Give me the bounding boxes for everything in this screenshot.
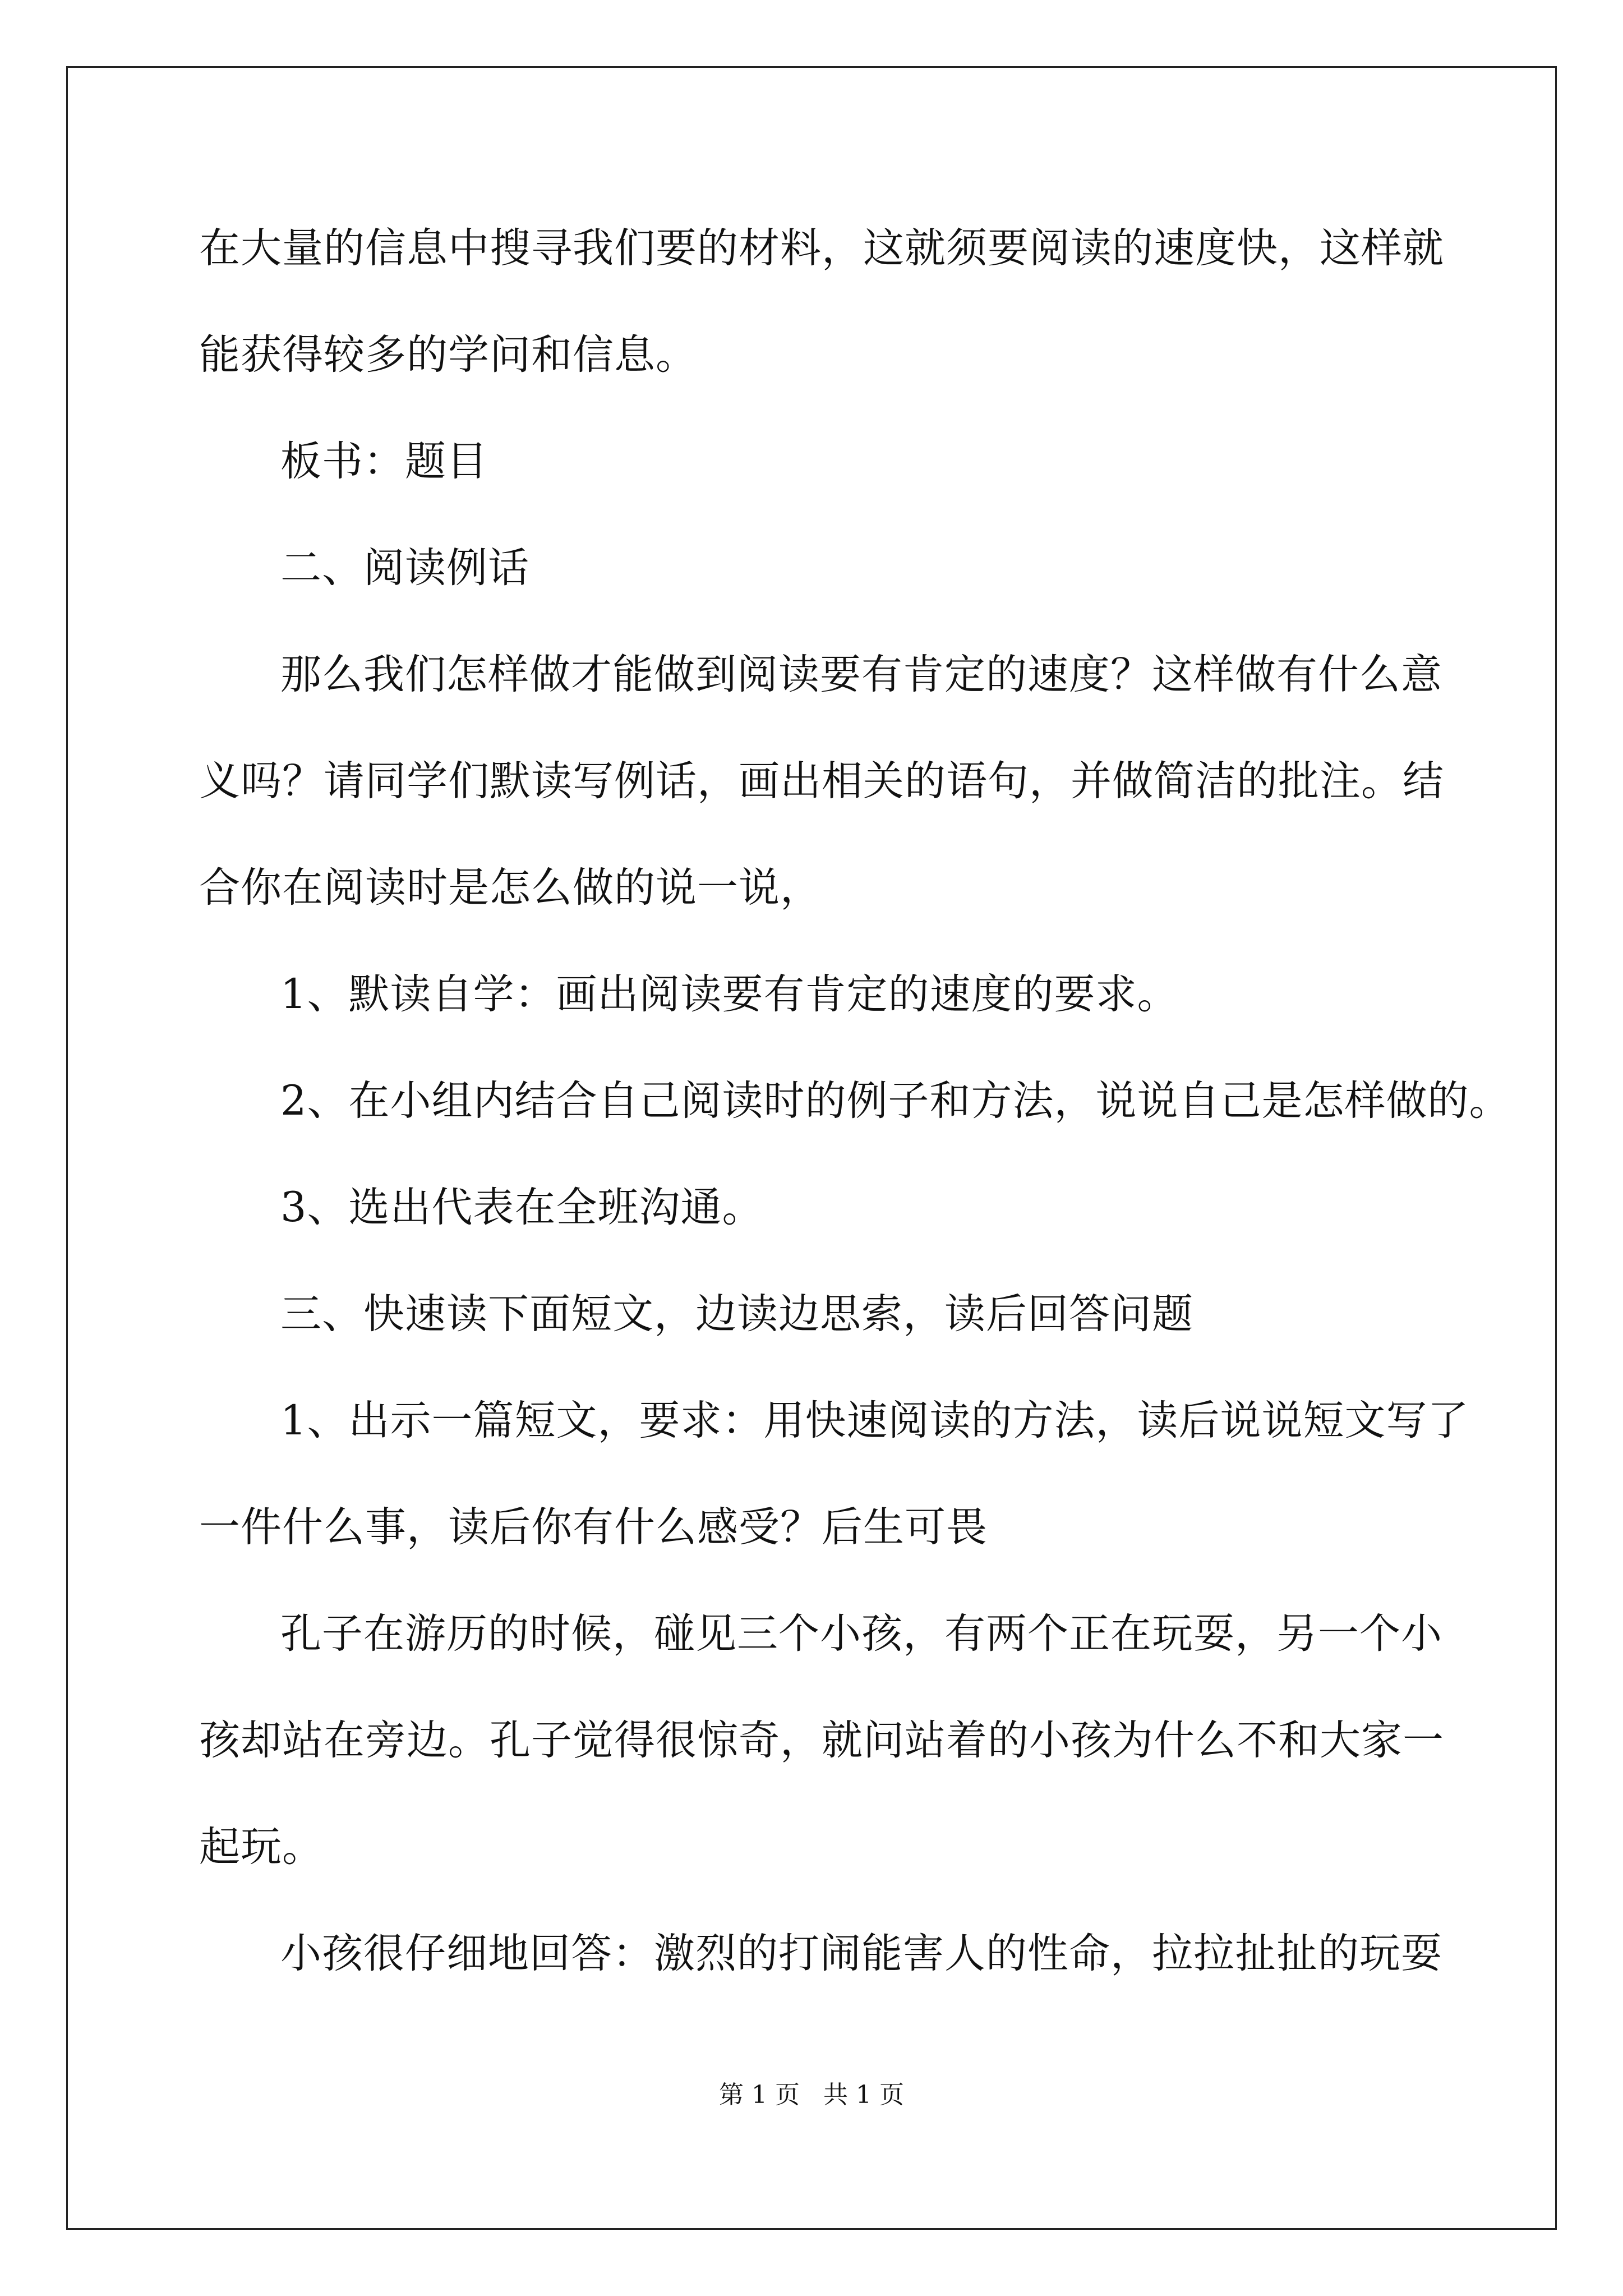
list-item: 2、在小组内结合自己阅读时的例子和方法，说说自己是怎样做的。 (280, 1077, 1511, 1125)
body-line: 孩却站在旁边。孔子觉得很惊奇，就问站着的小孩为什么不和大家一 (199, 1717, 1444, 1764)
list-item: 1、默读自学：画出阅读要有肯定的速度的要求。 (280, 970, 1179, 1018)
body-line: 小孩很仔细地回答：激烈的打闹能害人的性命，拉拉扯扯的玩耍 (280, 1930, 1442, 1977)
page-border (66, 66, 1557, 2230)
body-line: 能获得较多的学问和信息。 (199, 331, 697, 379)
section-heading: 三、快速读下面短文，边读边思索，读后回答问题 (280, 1290, 1193, 1338)
body-line: 孔子在游历的时候，碰见三个小孩，有两个正在玩耍，另一个小 (280, 1610, 1442, 1658)
list-item: 1、出示一篇短文，要求：用快速阅读的方法，读后说说短文写了 (280, 1397, 1469, 1444)
section-heading: 二、阅读例话 (280, 544, 529, 592)
body-line: 在大量的信息中搜寻我们要的材料，这就须要阅读的速度快，这样就 (199, 224, 1444, 272)
list-item: 3、选出代表在全班沟通。 (280, 1184, 764, 1231)
body-line: 义吗？请同学们默读写例话，画出相关的语句，并做简洁的批注。结 (199, 757, 1444, 805)
body-line: 起玩。 (199, 1823, 324, 1871)
page-number-footer: 第 1 页 共 1 页 (719, 2081, 904, 2109)
body-line: 那么我们怎样做才能做到阅读要有肯定的速度？这样做有什么意 (280, 651, 1442, 698)
body-line: 合你在阅读时是怎么做的说一说， (199, 864, 822, 912)
board-note: 板书：题目 (280, 438, 488, 485)
body-line: 一件什么事，读后你有什么感受？后生可畏 (199, 1503, 988, 1551)
